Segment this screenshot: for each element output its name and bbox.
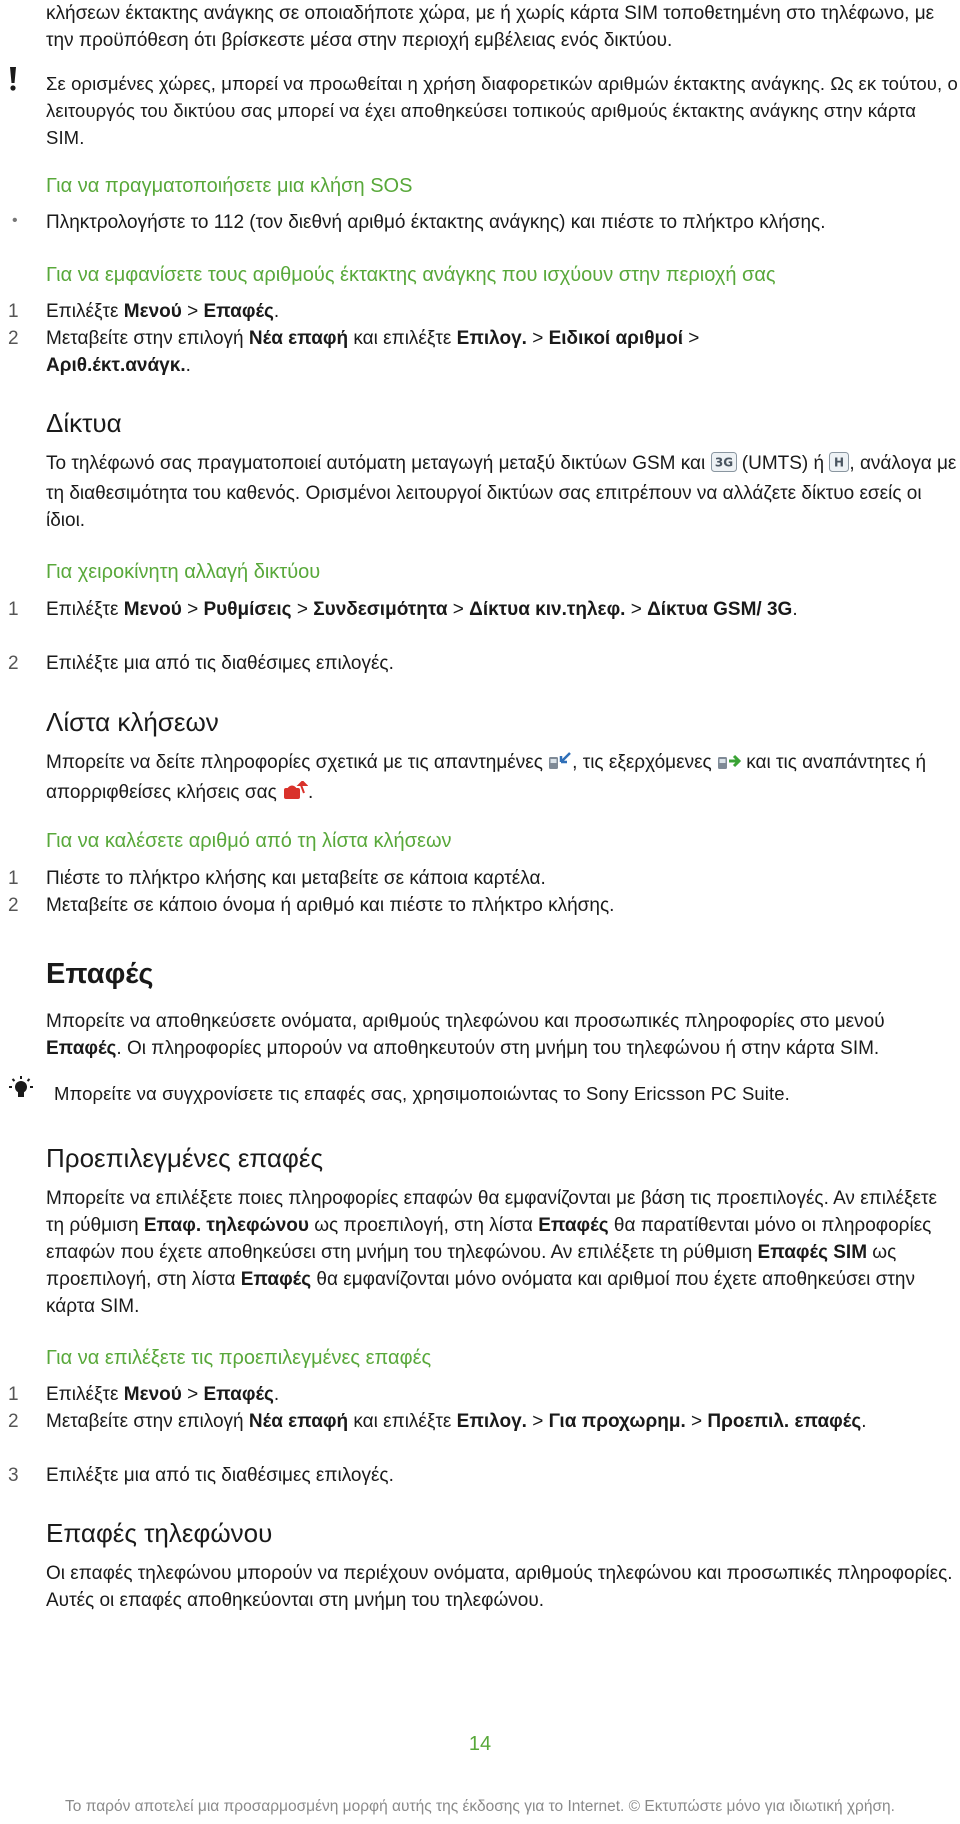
phone-contacts-paragraph: Οι επαφές τηλεφώνου μπορούν να περιέχουν ονόματα, αριθμούς τηλεφώνου και προσωπικές πληροφορίες. Αυτές οι επαφές αποθηκεύονται στη μνήμη του τηλεφώνου.: [46, 1563, 953, 1611]
default-contacts-paragraph: Μπορείτε να επιλέξετε ποιες πληροφορίες επαφών θα εμφανίζονται με βάση τις προεπιλογές. Αν επιλέξετε τη ρύθμιση Επαφ. τηλεφώνου ως προεπιλογή, στη λίστα Επαφές θα παρατίθενται μόνο οι πληροφορίες επαφών που έχετε αποθηκεύσει στη μνήμη του τηλεφώνου. Αν επιλέξετε τη ρύθμιση Επαφές SIM ως προεπιλογή, στη λίστα Επαφές θα εμφανίζονται μόνο ονόματα και αριθμοί που έχετε αποθηκεύσει στην κάρτα SIM.: [46, 1188, 937, 1317]
svg-text:3G: 3G: [714, 455, 733, 470]
step-number: 2: [8, 328, 19, 349]
sos-heading: Για να πραγματοποιήσετε μια κλήση SOS: [46, 175, 413, 197]
call-from-list-heading: Για να καλέσετε αριθμό από τη λίστα κλήσεων: [46, 830, 452, 852]
default-contacts-heading: Προεπιλεγμένες επαφές: [46, 1143, 324, 1173]
emergency-step-1: Επιλέξτε Μενού > Επαφές.: [46, 301, 280, 322]
networks-paragraph: Το τηλέφωνό σας πραγματοποιεί αυτόματη μεταγωγή μεταξύ δικτύων GSM και 3G (UMTS) ή H , ανάλογα με τη διαθεσιμότητα του καθενός. Ορισμένοι λειτουργοί δικτύων σας επιτρέπουν να αλλάζετε δίκτυο εσείς οι ίδιοι.: [46, 453, 957, 531]
default-contacts-step-1: Επιλέξτε Μενού > Επαφές.: [46, 1384, 280, 1405]
emergency-numbers-heading: Για να εμφανίσετε τους αριθμούς έκτακτης ανάγκης που ισχύουν στην περιοχή σας: [46, 264, 776, 286]
step-number: 2: [8, 895, 19, 916]
default-contacts-step-2: Μεταβείτε στην επιλογή Νέα επαφή και επιλέξτε Επιλογ. > Για προχωρημ. > Προεπιλ. επαφές.: [46, 1411, 867, 1432]
phone-contacts-heading: Επαφές τηλεφώνου: [46, 1518, 273, 1548]
call-list-step-2: Μεταβείτε σε κάποιο όνομα ή αριθμό και πιέστε το πλήκτρο κλήσης.: [46, 895, 615, 916]
default-contacts-step-3: Επιλέξτε μια από τις διαθέσιμες επιλογές.: [46, 1465, 394, 1486]
step-number: 3: [8, 1465, 19, 1486]
step-number: 1: [8, 868, 19, 889]
outgoing-call-icon: [717, 751, 741, 779]
page-number: 14: [468, 1733, 492, 1755]
tip-lightbulb-icon: [6, 1076, 36, 1107]
step-number: 2: [8, 1411, 19, 1432]
network-h-icon: [829, 452, 849, 480]
step-number: 1: [8, 599, 19, 620]
select-default-contacts-heading: Για να επιλέξετε τις προεπιλεγμένες επαφές: [46, 1347, 432, 1369]
call-list-paragraph: Μπορείτε να δείτε πληροφορίες σχετικά με τις απαντημένες , τις εξερχόμενες και τις αναπάντητες ή απορριφθείσες κλήσεις σας .: [46, 749, 958, 809]
sos-bullet-text: Πληκτρολογήστε το 112 (τον διεθνή αριθμό έκτακτης ανάγκης) και πιέστε το πλήκτρο κλήσης.: [46, 212, 826, 233]
call-list-step-1: Πιέστε το πλήκτρο κλήσης και μεταβείτε σε κάποια καρτέλα.: [46, 868, 546, 889]
footer-note: Το παρόν αποτελεί μια προσαρμοσμένη μορφή αυτής της έκδοσης για το Internet. © Εκτυπώστε μόνο για ιδιωτική χρήση.: [65, 1798, 895, 1815]
network-step-2: Επιλέξτε μια από τις διαθέσιμες επιλογές.: [46, 653, 394, 674]
network-step-1: Επιλέξτε Μενού > Ρυθμίσεις > Συνδεσιμότητα > Δίκτυα κιν.τηλεφ. > Δίκτυα GSM/ 3G.: [46, 599, 798, 620]
tip-note: Μπορείτε να συγχρονίσετε τις επαφές σας, χρησιμοποιώντας το Sony Ericsson PC Suite.: [54, 1083, 790, 1104]
contacts-heading: Επαφές: [46, 958, 154, 990]
answered-call-icon: [548, 751, 572, 779]
networks-heading: Δίκτυα: [46, 408, 122, 438]
missed-call-icon: [282, 781, 308, 809]
step-number: 1: [8, 1384, 19, 1405]
network-3g-icon: [711, 452, 737, 480]
warning-note: Σε ορισμένες χώρες, μπορεί να προωθείται η χρήση διαφορετικών αριθμών έκτακτης ανάγκης. Ως εκ τούτου, ο λειτουργός του δικτύου σας μπορεί να έχει αποθηκεύσει τοπικούς αριθμούς έκτακτης ανάγκης στην κάρτα SIM.: [46, 73, 958, 148]
emergency-step-2: Μεταβείτε στην επιλογή Νέα επαφή και επιλέξτε Επιλογ. > Ειδικοί αριθμοί > Αριθ.έκτ.ανάγκ..: [46, 328, 700, 376]
contacts-paragraph: Μπορείτε να αποθηκεύσετε ονόματα, αριθμούς τηλεφώνου και προσωπικές πληροφορίες στο μενού Επαφές. Οι πληροφορίες μπορούν να αποθηκευτούν στη μνήμη του τηλεφώνου ή στην κάρτα SIM.: [46, 1011, 885, 1059]
call-list-heading: Λίστα κλήσεων: [46, 707, 219, 737]
intro-paragraph: κλήσεων έκτακτης ανάγκης σε οποιαδήποτε χώρα, με ή χωρίς κάρτα SIM τοποθετημένη στο τηλέφωνο, με την προϋπόθεση ότι βρίσκεστε μέσα στην περιοχή εμβέλειας ενός δικτύου.: [46, 3, 935, 51]
manual-network-heading: Για χειροκίνητη αλλαγή δικτύου: [46, 561, 321, 583]
step-number: 1: [8, 301, 19, 322]
svg-text:H: H: [834, 455, 845, 470]
step-number: 2: [8, 653, 19, 674]
warning-icon: [8, 66, 18, 97]
bullet-icon: •: [12, 212, 18, 229]
